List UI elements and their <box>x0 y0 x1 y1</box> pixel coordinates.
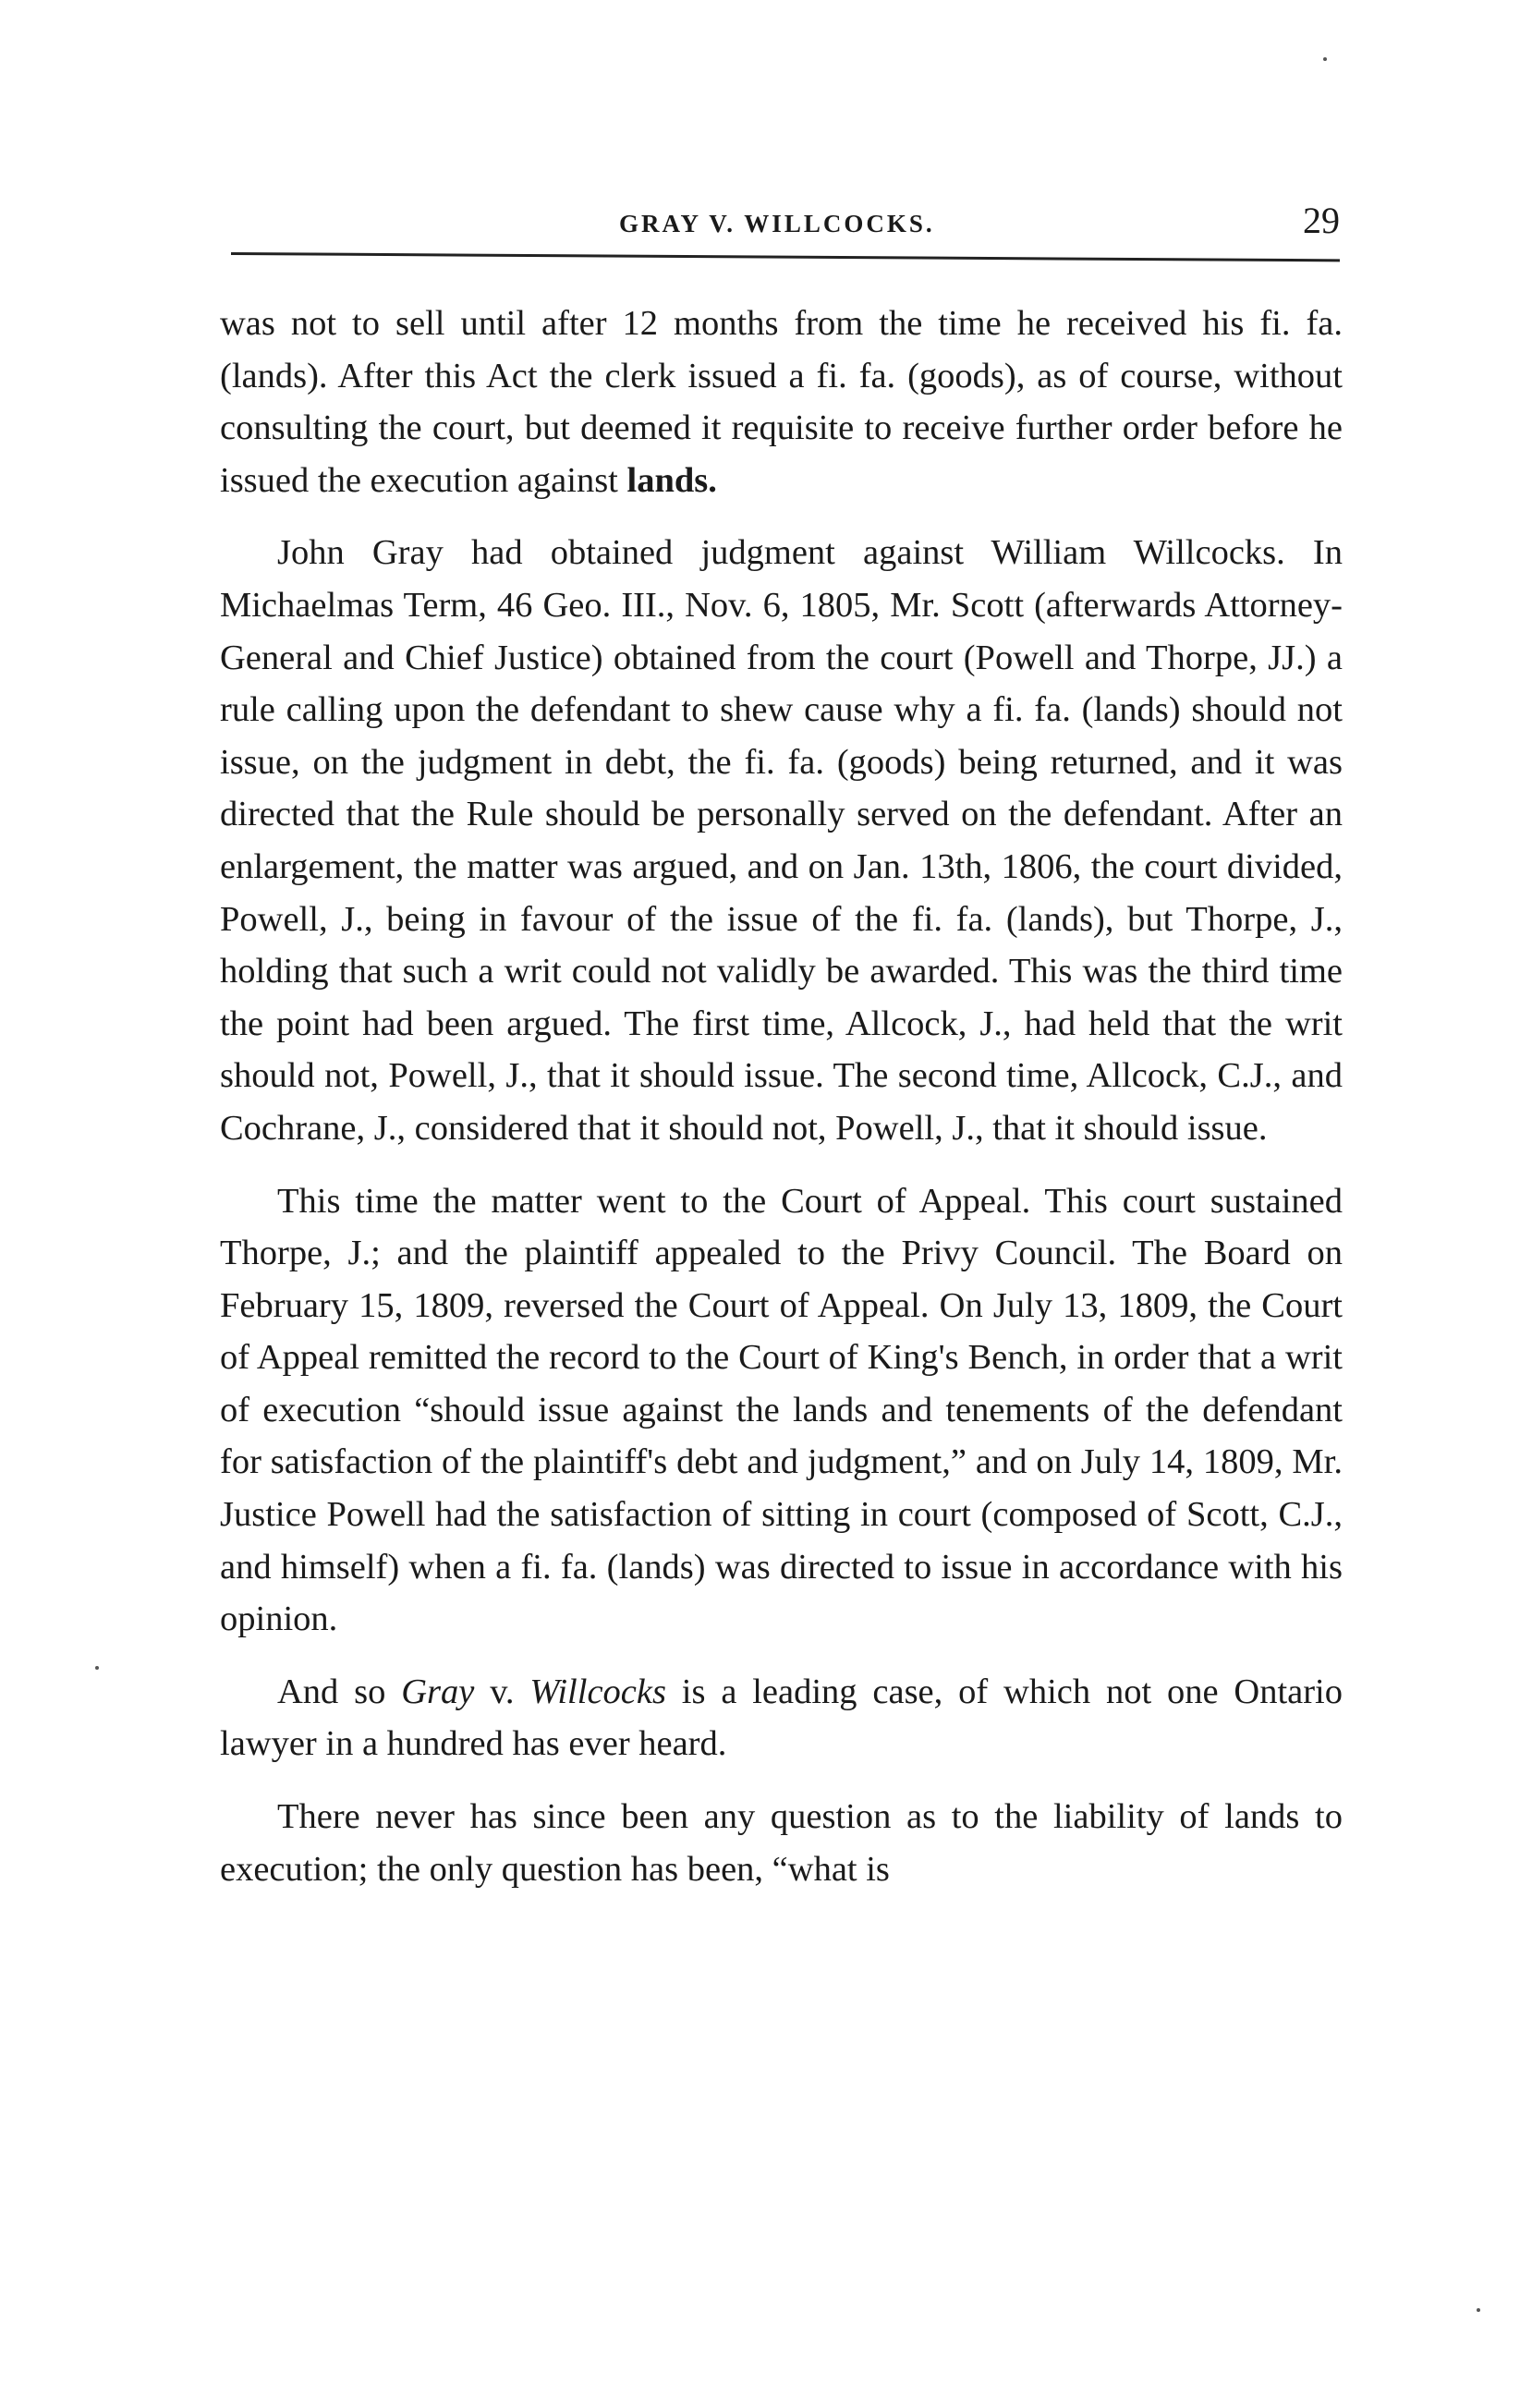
bold-word: lands. <box>626 460 717 500</box>
versus: v. <box>490 1672 515 1711</box>
paragraph-judgment <box>220 527 1343 1154</box>
scan-speck <box>95 1666 99 1670</box>
paragraph-text: John Gray had obtained judgment against William Willcocks. In Michaelmas Term, 46 Geo. III., Nov. 6, 1805, Mr. Scott (afterwards Attorney-General and Chief Justice) obtained from the court (Powell and Thorpe, JJ.) a rule calling upon the defendant to shew cause why a fi. fa. (lands) should not issue, on the judgment in debt, the fi. fa. (goods) being returned, and it was directed that the Rule should be personally served on the defendant. After an enlargement, the matter was argued, and on Jan. 13th, 1806, the court divided, Powell, J., being in favour of the issue of the fi. fa. (lands), but Thorpe, J., holding that such a writ could not validly be awarded. This was the third time the point had been argued. The first time, Allcock, J., had held that the writ should not, Powell, J., that it should issue. The second time, Allcock, C.J., and Cochrane, J., considered that it should not, Powell, J., that it should issue. <box>220 533 1343 1148</box>
paragraph-appeal <box>220 1175 1343 1646</box>
running-head <box>231 199 1340 254</box>
body-text <box>220 298 1343 1895</box>
paragraph-liability <box>220 1791 1343 1895</box>
case-party-1: Gray <box>401 1672 475 1711</box>
paragraph-leading-case <box>220 1666 1343 1770</box>
paragraph-text: was not to sell until after 12 months from the time he received his fi. fa. (lands). After this Act the clerk issued a fi. fa. (goods), as of course, without consulting the court, but deemed it requisite to receive further order before he issued the execution against <box>220 304 1343 500</box>
paragraph-text: There never has since been any question as to the liability of lands to execution; the only question has been, “what is <box>220 1797 1343 1889</box>
scan-speck <box>1323 57 1327 61</box>
paragraph-continued <box>220 298 1343 506</box>
case-party-2: Willcocks <box>529 1672 666 1711</box>
page-number: 29 <box>1303 200 1340 241</box>
paragraph-text: This time the matter went to the Court of Appeal. This court sustained Thorpe, J.; and the plaintiff appealed to the Privy Council. The Board on February 15, 1809, reversed the Court of Appeal. On July 13, 1809, the Court of Appeal remitted the record to the Court of King's Bench, in order that a writ of execution “should issue against the lands and tenements of the defendant for satisfaction of the plaintiff's debt and judgment,” and on July 14, 1809, Mr. Justice Powell had the satisfaction of sitting in court (composed of Scott, C.J., and himself) when a fi. fa. (lands) was directed to issue in accordance with his opinion. <box>220 1181 1343 1639</box>
paragraph-lead: And so <box>277 1672 386 1711</box>
paragraph-rest: is a leading case, of which not one Ontario lawyer in a hundred has ever heard. <box>220 1672 1344 1764</box>
scan-speck <box>1477 2308 1480 2312</box>
running-title: GRAY V. WILLCOCKS. <box>619 210 935 237</box>
